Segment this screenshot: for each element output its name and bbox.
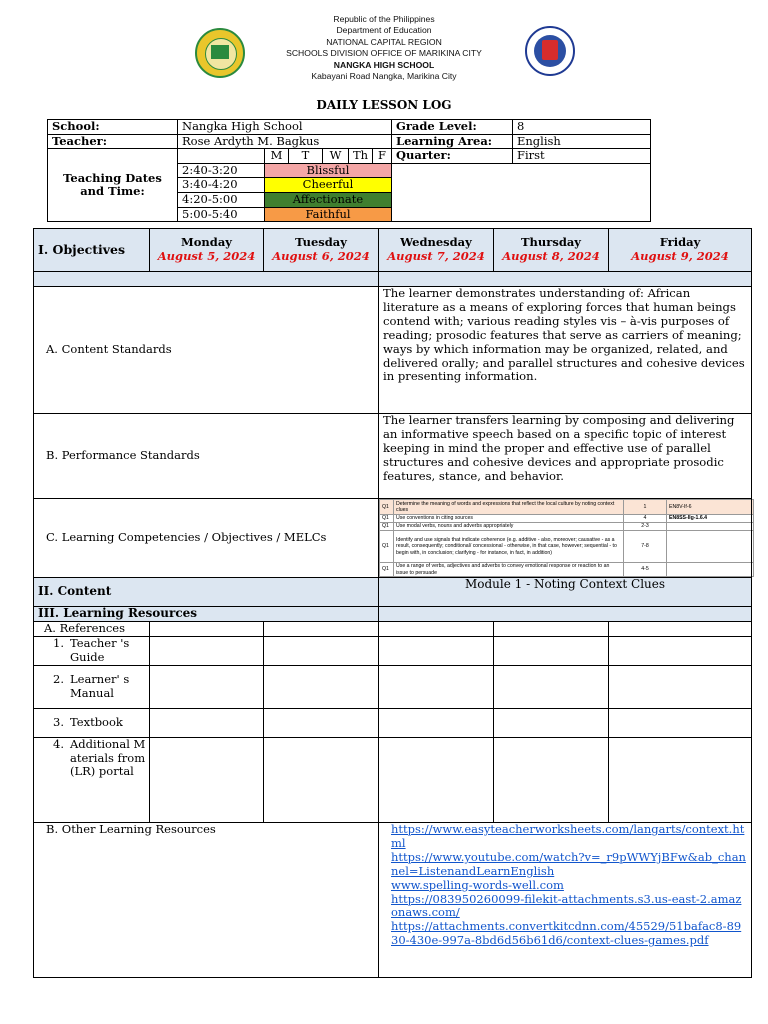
- day-header: [379, 229, 494, 272]
- day-header: [264, 229, 379, 272]
- teacher-label: Teacher:: [48, 134, 178, 149]
- blank-band: [379, 607, 752, 622]
- blank-band: [379, 272, 752, 287]
- blank-cell: [494, 666, 609, 709]
- ref-item-label: Teacher 's Guide: [70, 636, 130, 664]
- ref-item-cell: [34, 637, 150, 666]
- melc-text: Determine the meaning of words and expressions that reflect the local culture by noting context clues: [394, 500, 624, 515]
- blank-cell: [150, 709, 264, 738]
- dates-label: Teaching Dates and Time:: [48, 149, 178, 222]
- blank-cell: [609, 709, 752, 738]
- blank-cell: [150, 666, 264, 709]
- resource-link[interactable]: https://www.youtube.com/watch?v=_r9pWWYjBFw&ab_channel=ListenandLearnEnglish: [391, 849, 746, 878]
- day-date: August 5, 2024: [157, 249, 256, 263]
- school-label: School:: [48, 120, 178, 135]
- teacher-value: Rose Ardyth M. Bagkus: [178, 134, 392, 149]
- blank-cell: [178, 149, 265, 164]
- blank-cell: [150, 637, 264, 666]
- day-name: Thursday: [521, 235, 581, 250]
- melc-quarter: Q1: [380, 500, 394, 515]
- school-value: Nangka High School: [178, 120, 392, 135]
- section-cell: Blissful: [265, 163, 392, 178]
- melc-week: 4-5: [624, 563, 667, 577]
- quarter-label: Quarter:: [392, 149, 513, 164]
- melc-table: [379, 499, 754, 577]
- ref-item-label: Additional Materials from (LR) portal: [70, 737, 146, 779]
- blank-cell: [609, 738, 752, 823]
- melc-cell: [379, 499, 752, 578]
- melc-text: Use a range of verbs, adjectives and adverbs to convey emotional response or reaction to an issue to persuade: [394, 563, 624, 577]
- module-title: Module 1 - Noting Context Clues: [379, 578, 752, 607]
- competencies-label: C. Learning Competencies / Objectives / MELCs: [34, 499, 379, 578]
- day-cell: T: [289, 149, 323, 164]
- section-cell: Affectionate: [265, 192, 392, 207]
- area-label: Learning Area:: [392, 134, 513, 149]
- area-value: English: [513, 134, 651, 149]
- blank-cell: [609, 622, 752, 637]
- letterhead-line: Republic of the Philippines: [333, 14, 435, 24]
- melc-text: Use modal verbs, nouns and adverbs appropriately: [394, 523, 624, 531]
- resource-link[interactable]: https://083950260099-filekit-attachments.s3.us-east-2.amazonaws.com/: [391, 891, 742, 920]
- ref-item-cell: [34, 709, 150, 738]
- day-header: [609, 229, 752, 272]
- quarter-value: First: [513, 149, 651, 164]
- grade-value: 8: [513, 120, 651, 135]
- resource-link[interactable]: www.spelling-words-well.com: [391, 877, 564, 892]
- blank-cell: [379, 622, 494, 637]
- blank-cell: [609, 666, 752, 709]
- ref-item-number: 2.: [53, 672, 64, 687]
- blank-cell: [379, 709, 494, 738]
- day-name: Tuesday: [295, 235, 347, 250]
- letterhead-line: Department of Education: [336, 25, 432, 36]
- day-cell: Th: [349, 149, 373, 164]
- letterhead-school: NANGKA HIGH SCHOOL: [333, 59, 435, 70]
- day-cell: M: [265, 149, 289, 164]
- objectives-heading: I. Objectives: [34, 229, 150, 272]
- blank-cell: [494, 738, 609, 823]
- resources-heading: III. Learning Resources: [34, 607, 379, 622]
- melc-week: 7-8: [624, 531, 667, 563]
- blank-band: [34, 272, 379, 287]
- performance-standards-text: The learner transfers learning by composing and delivering an informative speech based on a specific topic of interest keeping in mind the proper and effective use of parallel structures and cohesive devices and appropriate prosodic features, stance, and behavior.: [379, 414, 752, 499]
- day-name: Friday: [659, 235, 701, 250]
- time-cell: 2:40-3:20: [178, 163, 265, 178]
- grade-label: Grade Level:: [392, 120, 513, 135]
- info-table: [47, 119, 651, 222]
- blank-cell: [494, 637, 609, 666]
- blank-cell: [264, 622, 379, 637]
- content-standards-text: The learner demonstrates understanding of: African literature as a means of exploring forces that human beings contend with; various reading styles vis – à-vis purposes of reading; prosodic features that serve as carriers of meaning; ways by which information may be organized, related, and delivered orally; and parallel structures and cohesive devices in presenting information.: [379, 287, 752, 414]
- blank-cell: [264, 666, 379, 709]
- other-resources-label: B. Other Learning Resources: [34, 823, 379, 978]
- day-name: Monday: [181, 235, 232, 250]
- letterhead-line: NATIONAL CAPITAL REGION: [326, 36, 442, 47]
- blank-cell: [150, 622, 264, 637]
- melc-code: [667, 563, 754, 577]
- day-date: August 9, 2024: [631, 249, 729, 263]
- blank-cell: [264, 709, 379, 738]
- melc-week: 4: [624, 515, 667, 523]
- content-standards-label: A. Content Standards: [34, 287, 379, 414]
- time-cell: 4:20-5:00: [178, 192, 265, 207]
- letterhead: [0, 14, 768, 82]
- melc-quarter: Q1: [380, 563, 394, 577]
- melc-quarter: Q1: [380, 523, 394, 531]
- day-date: August 7, 2024: [387, 249, 485, 263]
- resource-link[interactable]: https://www.easyteacherworksheets.com/langarts/context.html: [391, 822, 745, 850]
- blank-cell: [494, 622, 609, 637]
- lesson-log-table: [33, 228, 752, 978]
- melc-code: EN8SS-IIg-1.6.4: [667, 515, 754, 523]
- melc-text: Use conventions in citing sources: [394, 515, 624, 523]
- melc-code: EN8V-If-6: [667, 500, 754, 515]
- content-heading: II. Content: [34, 578, 379, 607]
- links-cell: [379, 823, 752, 978]
- letterhead-line: SCHOOLS DIVISION OFFICE OF MARIKINA CITY: [286, 48, 482, 59]
- blank-cell: [264, 738, 379, 823]
- ref-item-cell: [34, 738, 150, 823]
- melc-quarter: Q1: [380, 515, 394, 523]
- melc-code: [667, 523, 754, 531]
- blank-cell: [379, 738, 494, 823]
- ref-item-number: 1.: [53, 636, 64, 651]
- ref-item-label: Textbook: [70, 715, 123, 730]
- ref-item-cell: [34, 666, 150, 709]
- day-name: Wednesday: [400, 235, 472, 250]
- references-label: A. References: [34, 622, 150, 637]
- melc-code: [667, 531, 754, 563]
- blank-cell: [264, 637, 379, 666]
- resource-link[interactable]: https://attachments.convertkitcdnn.com/45529/51bafac8-8930-430e-997a-8bd6d56b61d6/context-clues-games.pdf: [391, 919, 742, 948]
- blank-cell: [494, 709, 609, 738]
- performance-standards-label: B. Performance Standards: [34, 414, 379, 499]
- blank-cell: [379, 637, 494, 666]
- ref-item-number: 3.: [53, 715, 64, 730]
- blank-cell: [150, 738, 264, 823]
- page-title: DAILY LESSON LOG: [316, 98, 452, 112]
- ref-item-number: 4.: [53, 737, 64, 751]
- blank-cell: [392, 163, 651, 221]
- melc-quarter: Q1: [380, 531, 394, 563]
- letterhead-address: Kabayani Road Nangka, Marikina City: [311, 71, 457, 82]
- day-cell: F: [373, 149, 392, 164]
- day-header: [150, 229, 264, 272]
- time-cell: 5:00-5:40: [178, 207, 265, 222]
- section-cell: Faithful: [265, 207, 392, 222]
- day-date: August 6, 2024: [272, 249, 370, 263]
- melc-week: 2-3: [624, 523, 667, 531]
- blank-cell: [609, 637, 752, 666]
- melc-week: 1: [624, 500, 667, 515]
- section-cell: Cheerful: [265, 178, 392, 193]
- day-date: August 8, 2024: [502, 249, 600, 263]
- blank-cell: [379, 666, 494, 709]
- ref-item-label: Learner' s Manual: [70, 672, 130, 700]
- melc-text: Identify and use signals that indicate coherence (e.g. additive - also, moreover; causative - as a result, consequently; conditional/ concessional - otherwise, in that case, however; sequential - to begin with, in conclusion; clarifying - for instance, in fact, in addition): [394, 531, 624, 563]
- day-cell: W: [323, 149, 349, 164]
- time-cell: 3:40-4:20: [178, 178, 265, 193]
- day-header: [494, 229, 609, 272]
